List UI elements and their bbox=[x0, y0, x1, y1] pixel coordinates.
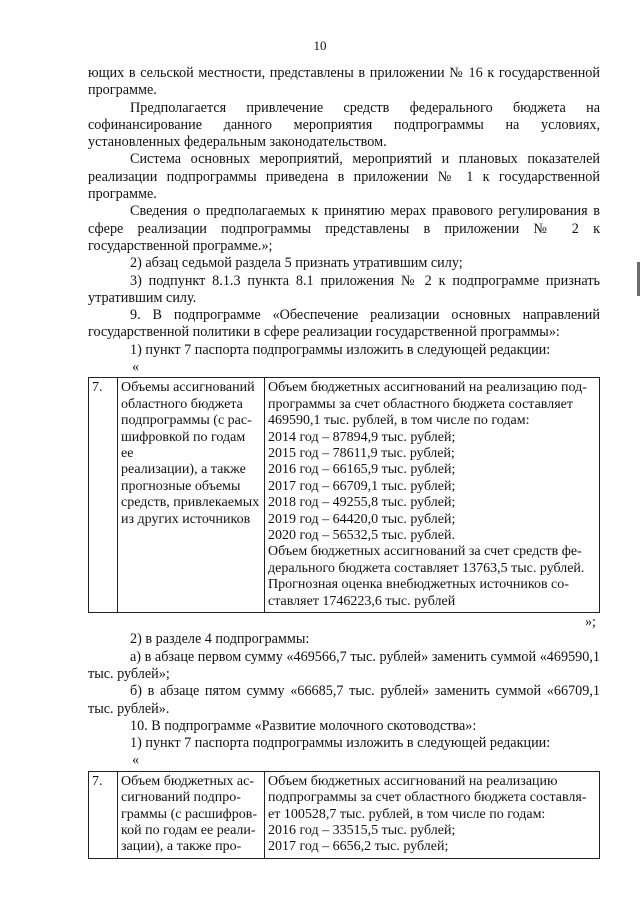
table-cell-content bbox=[265, 771, 600, 858]
table-text-line: зации), а также про- bbox=[121, 839, 242, 855]
table-text-line: подпрограммы за счет областного бюджета составля- bbox=[268, 790, 587, 806]
table-text-line: 2018 год – 49255,8 тыс. рублей; bbox=[268, 495, 456, 511]
paragraph: ющих в сельской местности, представлены в приложении № 16 к государственной программе. bbox=[88, 65, 600, 99]
table-text-line: шифровкой по годам ее bbox=[121, 429, 246, 461]
table-text-line: 2019 год – 64420,0 тыс. рублей; bbox=[268, 511, 456, 527]
paragraph: Предполагается привлечение средств федерального бюджета на софинансирование данного мероприятия подпрограммы на условиях, установленных федеральным законодательством. bbox=[88, 99, 600, 151]
paragraph: 2) абзац седьмой раздела 5 признать утратившим силу; bbox=[130, 255, 463, 272]
table-text-line: 2016 год – 33515,5 тыс. рублей; bbox=[268, 822, 456, 838]
table-cell-content bbox=[265, 378, 600, 613]
paragraph: 1) пункт 7 паспорта подпрограммы изложить в следующей редакции: bbox=[130, 341, 551, 358]
table-text-line: дерального бюджета составляет 13763,5 тыс. рублей. bbox=[268, 560, 585, 576]
table-text-line: областного бюджета bbox=[121, 396, 243, 412]
table-cell-number: 7. bbox=[89, 771, 118, 858]
table-text-line: 469590,1 тыс. рублей, в том числе по годам: bbox=[268, 413, 530, 429]
table-text-line: средств, привлекаемых bbox=[121, 495, 260, 511]
paragraph: 2) в разделе 4 подпрограммы: bbox=[130, 631, 310, 648]
table-text-line: Объем бюджетных ассигнований на реализацию bbox=[268, 773, 558, 789]
table-text-line: 2016 год – 66165,9 тыс. рублей; bbox=[268, 462, 456, 478]
table-text-line: кой по годам ее реали- bbox=[121, 822, 256, 838]
paragraph: Система основных мероприятий, мероприятий и плановых показателей реализации подпрограммы приведена в приложении № 1 к государственной программе. bbox=[88, 151, 600, 203]
table-text-line: Объем бюджетных ас- bbox=[121, 773, 254, 789]
close-quote: »; bbox=[584, 614, 596, 631]
table-text-line: 2017 год – 66709,1 тыс. рублей; bbox=[268, 478, 456, 494]
table-cell-heading bbox=[118, 771, 265, 858]
paragraph: б) в абзаце пятом сумму «66685,7 тыс. рублей» заменить суммой «66709,1 тыс. рублей». bbox=[88, 683, 600, 717]
table-text-line: из других источников bbox=[121, 511, 251, 527]
table-text-line: 2017 год – 6656,2 тыс. рублей; bbox=[268, 839, 449, 855]
table-text-line: 2015 год – 78611,9 тыс. рублей; bbox=[268, 445, 455, 461]
table-text-line: прогнозные объемы bbox=[121, 478, 241, 494]
passport-table-2 bbox=[88, 771, 600, 859]
table-text-line: Объем бюджетных ассигнований на реализацию под- bbox=[268, 380, 587, 396]
paragraph: Сведения о предполагаемых к принятию мерах правового регулирования в сфере реализации подпрограммы представлены в приложении № 2 к государственной программе.»; bbox=[88, 203, 600, 254]
table-text-line: программы за счет областного бюджета составляет bbox=[268, 396, 573, 412]
table-text-line: ставляет 1746223,6 тыс. рублей bbox=[268, 593, 456, 609]
open-quote: « bbox=[132, 752, 140, 769]
table-text-line: граммы (с расшифров- bbox=[121, 806, 258, 822]
table-text-line: сигнований подпро- bbox=[121, 790, 241, 806]
table-text-line: 2014 год – 87894,9 тыс. рублей; bbox=[268, 429, 456, 445]
table-text-line: ет 100528,7 тыс. рублей, в том числе по годам: bbox=[268, 806, 546, 822]
table-text-line: подпрограммы (с рас- bbox=[121, 413, 252, 429]
table-cell-heading bbox=[118, 378, 265, 613]
paragraph: 9. В подпрограмме «Обеспечение реализации основных направлений государственной политики в сфере реализации государственной программы»: bbox=[88, 307, 600, 341]
table-row bbox=[89, 771, 600, 858]
table-text-line: Объем бюджетных ассигнований за счет средств фе- bbox=[268, 544, 582, 560]
passport-table-1 bbox=[88, 377, 600, 613]
table-cell-number: 7. bbox=[89, 378, 118, 613]
table-row bbox=[89, 378, 600, 613]
table-text-line: реализации), а также bbox=[121, 462, 246, 478]
table-text-line: Объемы ассигнований bbox=[121, 380, 255, 396]
paragraph: 1) пункт 7 паспорта подпрограммы изложить в следующей редакции: bbox=[130, 735, 551, 752]
open-quote: « bbox=[132, 359, 140, 376]
table-text-line: Прогнозная оценка внебюджетных источников со- bbox=[268, 577, 569, 593]
page-number: 10 bbox=[313, 38, 327, 53]
document-body bbox=[88, 65, 600, 859]
paragraph: 10. В подпрограмме «Развитие молочного скотоводства»: bbox=[130, 717, 477, 734]
paragraph: а) в абзаце первом сумму «469566,7 тыс. рублей» заменить суммой «469590,1 тыс. рублей»; bbox=[88, 648, 600, 682]
paragraph: 3) подпункт 8.1.3 пункта 8.1 приложения № 2 к подпрограмме признать утратившим силу. bbox=[88, 272, 600, 306]
table-text-line: 2020 год – 56532,5 тыс. рублей. bbox=[268, 528, 455, 543]
